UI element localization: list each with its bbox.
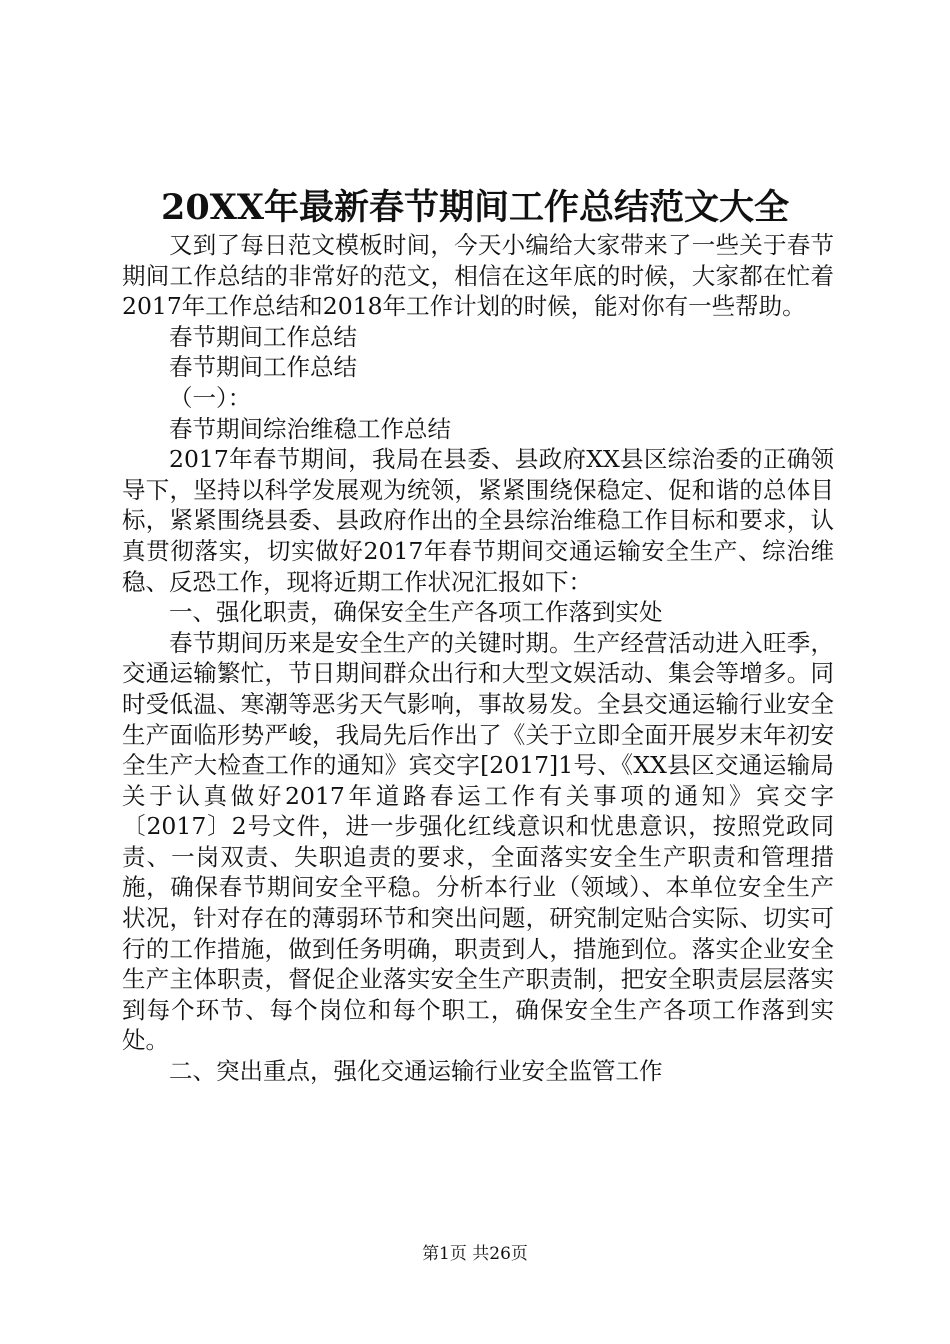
document-body [122,230,834,1087]
subsection-number: （一）： [169,383,252,412]
document-title: 20XX年最新春节期间工作总结范文大全 [160,187,790,228]
section-heading: 春节期间工作总结 [169,353,357,382]
point-heading: 一、强化职责，确保安全生产各项工作落到实处 [169,598,663,627]
body-paragraph: 2017年春节期间，我局在县委、县政府XX县区综治委的正确领导下，坚持以科学发展观为统领，紧紧围绕保稳定、促和谐的总体目标，紧紧围绕县委、县政府作出的全县综治维稳工作目标和要求，认真贯彻落实，切实做好2017年春节期间交通运输安全生产、综治维稳、反恐工作，现将近期工作状况汇报如下： [122,445,834,596]
body-paragraph: 春节期间历来是安全生产的关键时期。生产经营活动进入旺季，交通运输繁忙，节日期间群众出行和大型文娱活动、集会等增多。同时受低温、寒潮等恶劣天气影响，事故易发。全县交通运输行业安全生产面临形势严峻，我局先后作出了《关于立即全面开展岁末年初安全生产大检查工作的通知》宾交字[2017]1号、《XX县区交通运输局关于认真做好2017年道路春运工作有关事项的通知》宾交字〔2017〕2号文件，进一步强化红线意识和忧患意识，按照党政同责、一岗双责、失职追责的要求，全面落实安全生产职责和管理措施，确保春节期间安全平稳。分析本行业（领域）、本单位安全生产状况，针对存在的薄弱环节和突出问题，研究制定贴合实际、切实可行的工作措施，做到任务明确，职责到人，措施到位。落实企业安全生产主体职责，督促企业落实安全生产职责制，把安全职责层层落实到每个环节、每个岗位和每个职工，确保安全生产各项工作落到实处。 [122,628,834,1055]
page-number-footer: 第1页 共26页 [422,1244,528,1264]
section-heading: 春节期间工作总结 [169,322,357,351]
intro-paragraph: 又到了每日范文模板时间，今天小编给大家带来了一些关于春节期间工作总结的非常好的范文，相信在这年底的时候，大家都在忙着2017年工作总结和2018年工作计划的时候，能对你有一些帮助。 [122,231,834,321]
subsection-title: 春节期间综治维稳工作总结 [169,414,451,443]
point-heading: 二、突出重点，强化交通运输行业安全监管工作 [169,1057,663,1086]
